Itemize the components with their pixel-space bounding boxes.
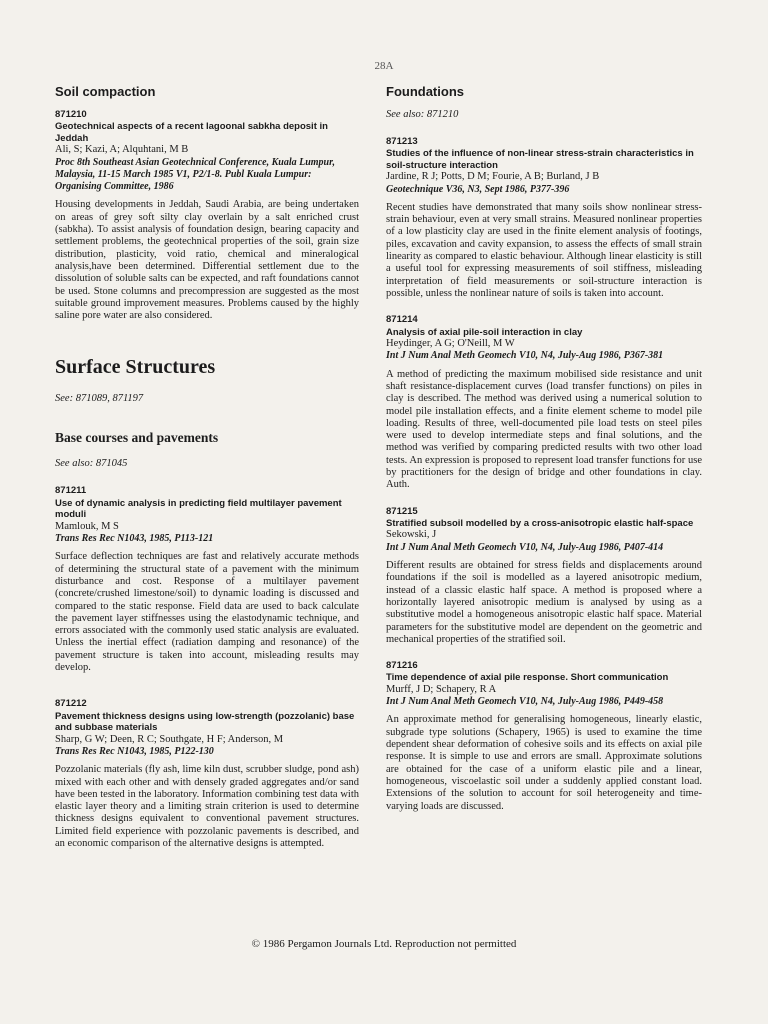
copyright-footer: © 1986 Pergamon Journals Ltd. Reproduction not permitted xyxy=(251,938,517,950)
entry-source: Int J Num Anal Meth Geomech V10, N4, July-Aug 1986, P367-381 xyxy=(386,350,664,362)
foundations-see-also: See also: 871210 xyxy=(386,109,459,120)
abstract-entry-871210 xyxy=(55,109,359,322)
entry-title: Time dependence of axial pile response. Short communication xyxy=(386,672,669,684)
entry-id: 871216 xyxy=(386,660,418,672)
entry-authors: Heydinger, A G; O'Neill, M W xyxy=(386,338,515,350)
entry-authors: Sekowski, J xyxy=(386,529,437,541)
entry-id: 871211 xyxy=(55,485,87,497)
surface-see-also: See: 871089, 871197 xyxy=(55,393,144,405)
entry-abstract: Surface deflection techniques are fast and relatively accurate methods of determining the structural state of a pavement with the minimum disturbance and cost. Response of a multilayer pavement (concrete/crushed limestone/soil) to dynamic loading is discussed and compared to the static response. Field data are used to back calculate the pavement layer stiffnesses using the elastodynamic technique, and errors associated with the commonly used static analysis are evaluated. Unless the inertial effect (radiation damping and resonance) of the pavement structure is taken into account, misleading results may develop. xyxy=(55,551,359,674)
left-column xyxy=(55,84,359,850)
entry-id: 871214 xyxy=(386,314,418,326)
entry-abstract: Pozzolanic materials (fly ash, lime kiln dust, scrubber sludge, pond ash) mixed with each other and with densely graded aggregates and/or sand have been tested in the laboratory. Information combining test data with elastic layer theory and a limiting strain criterion is used to determine thickness designs equivalent to conventional pavement structures. Limited field experience with pozzolanic pavements is described, and an economic comparison of the alternative designs is attempted. xyxy=(55,764,359,849)
entry-id: 871215 xyxy=(386,505,418,517)
abstract-entry-871212 xyxy=(55,698,359,850)
abstract-entry-871216 xyxy=(386,660,702,813)
entry-authors: Sharp, G W; Deen, R C; Southgate, H F; Anderson, M xyxy=(55,733,284,745)
section-heading-foundations: Foundations xyxy=(386,84,464,99)
abstract-entry-871214 xyxy=(386,314,702,491)
entry-id: 871212 xyxy=(55,698,87,710)
entry-authors: Ali, S; Kazi, A; Alquhtani, M B xyxy=(55,144,189,156)
abstract-entry-871215 xyxy=(386,506,702,646)
entry-title: Studies of the influence of non-linear stress-strain characteristics in soil-structure interaction xyxy=(386,148,694,171)
entry-authors: Jardine, R J; Potts, D M; Fourie, A B; Burland, J B xyxy=(386,171,600,183)
page-number: 28A xyxy=(374,60,394,72)
entry-abstract: Housing developments in Jeddah, Saudi Arabia, are being undertaken on areas of grey soft silty clay overlain by a salt enriched crust (sabkha). To assist analysis of foundation design, bearing capacity and settlement problems, the geotechnical properties of the soil, grain size distribution, plasticity, void ratio, chemical and mineralogical analysis,have been determined. Differential settlement due to the dissolution of soluble salts can be expected, and raft foundations cannot be used. Stone columns and precompression are suggested as the most suitable ground improvement measures. Problems caused by the highly saline pore water are also considered. xyxy=(55,199,359,322)
entry-abstract: Recent studies have demonstrated that many soils show nonlinear stress-strain behaviour, even at very small strains. Measured nonlinear properties of a low plasticity clay are used in the finite element analysis of footings, piles, excavation and cavity expansion, to assess the effects of small strain linearity as compared to elastic behaviour. Although linear elasticity is still a useful tool for expressing measurements of soil stiffness, misleading interpretation of field measurements or soil-structure interaction is possible, unless the nonlinear nature of soils is taken into account. xyxy=(386,201,702,299)
section-heading-soil-compaction: Soil compaction xyxy=(55,84,156,99)
entry-source: Trans Res Rec N1043, 1985, P113-121 xyxy=(55,533,214,545)
entry-title: Pavement thickness designs using low-strength (pozzolanic) base and subbase materials xyxy=(55,710,355,734)
entry-title: Geotechnical aspects of a recent lagoonal sabkha deposit in Jeddah xyxy=(55,121,328,144)
base-see-also: See also: 871045 xyxy=(55,458,128,470)
entry-title: Stratified subsoil modelled by a cross-anisotropic elastic half-space xyxy=(386,517,694,529)
abstract-entry-871213 xyxy=(386,136,702,300)
abstract-entry-871211 xyxy=(55,485,359,674)
entry-abstract: An approximate method for generalising homogeneous, linearly elastic, subgrade type solutions (Schapery, 1965) is used to examine the time dependent shear deformation of cohesive soils and its effects on axial pile response. It is simple to use and errors are small. Approximate solutions are obtained for the case of a uniform elastic pile and a linear, homogeneous, viscoelastic soil under a suddenly applied constant load. Extensions of the solution to account for soil heterogeneity and time-varying loads are discussed. xyxy=(386,714,702,812)
entry-abstract: A method of predicting the maximum mobilised side resistance and unit shaft resistance-displacement curves (load transfer functions) on piles in clay is described. The method was derived using a numerical solution to model pile installation effects, and a finite element scheme to model pile loading. Results of three, well-documented pile load tests on steel piles were used to develop intermediate steps and final solutions, and the method was verified by comparing predicted results with two other load tests. An expression is proposed to represent load transfer functions for use by practitioners for the design of bridge and other foundations in clay. Auth. xyxy=(386,368,702,491)
entry-authors: Mamlouk, M S xyxy=(55,520,119,532)
section-heading-surface-structures: Surface Structures xyxy=(55,356,216,379)
entry-authors: Murff, J D; Schapery, R A xyxy=(386,683,497,695)
entry-title: Use of dynamic analysis in predicting field multilayer pavement moduli xyxy=(55,497,342,521)
entry-source: Int J Num Anal Meth Geomech V10, N4, July-Aug 1986, P449-458 xyxy=(386,696,664,708)
entry-source: Int J Num Anal Meth Geomech V10, N4, July-Aug 1986, P407-414 xyxy=(386,541,664,553)
entry-source: Proc 8th Southeast Asian Geotechnical Conference, Kuala Lumpur, Malaysia, 11-15 March 1985 V1, P2/1-8. Publ Kuala Lumpur: Organising Committee, 1986 xyxy=(55,156,335,193)
section-heading-base-courses: Base courses and pavements xyxy=(55,430,219,446)
entry-source: Geotechnique V36, N3, Sept 1986, P377-396 xyxy=(386,183,570,195)
right-column xyxy=(386,84,702,813)
entry-id: 871213 xyxy=(386,136,418,147)
entry-id: 871210 xyxy=(55,109,87,120)
entry-title: Analysis of axial pile-soil interaction in clay xyxy=(386,326,583,338)
entry-abstract: Different results are obtained for stress fields and displacements around foundations if the soil is modelled as a layered anisotropic medium, instead of a classic elastic half space. A method is proposed where a horizontally layered anisotropic medium is analysed by using as a substitutive model a homogeneous anisotropic elastic half space. Material parameters for the substitutive model are dependent on the geometric and mechanical properties of the stratified soil. xyxy=(386,560,702,645)
entry-source: Trans Res Rec N1043, 1985, P122-130 xyxy=(55,745,214,757)
